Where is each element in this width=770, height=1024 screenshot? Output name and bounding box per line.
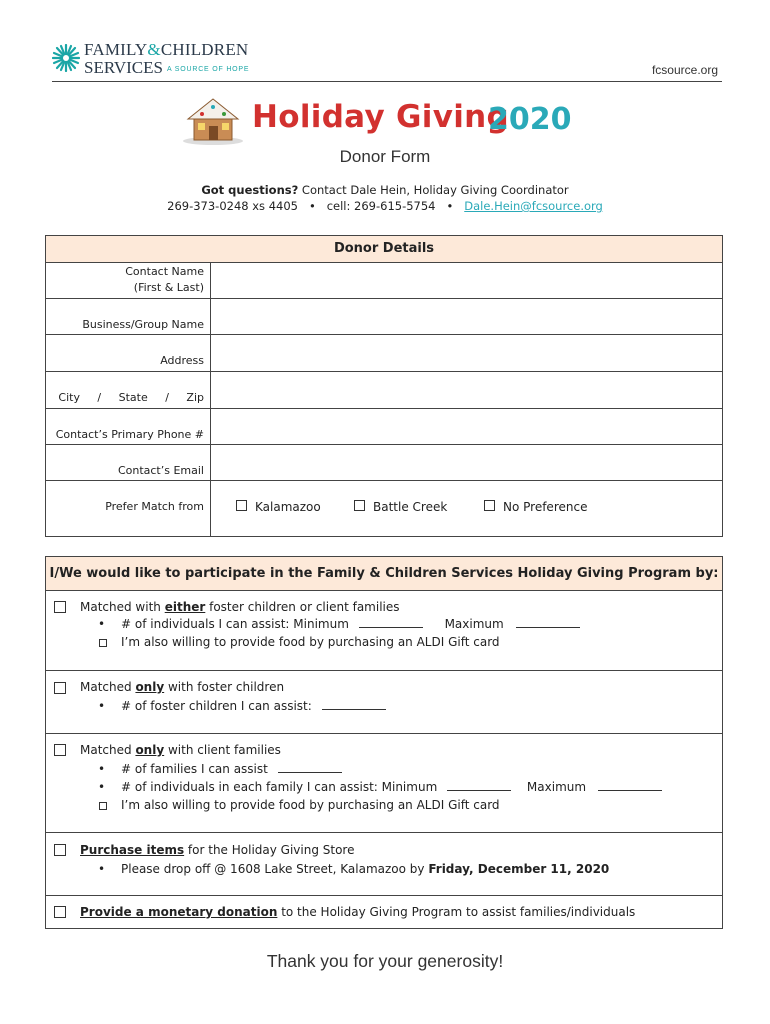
option-families-only-label: Matched only with client families bbox=[80, 743, 281, 757]
pref-no-preference[interactable]: No Preference bbox=[484, 500, 587, 514]
organization-logo bbox=[52, 40, 252, 80]
families-count-blank[interactable] bbox=[278, 771, 342, 773]
foster-count: # of foster children I can assist: bbox=[121, 699, 386, 713]
contact-name-field[interactable] bbox=[212, 262, 722, 298]
donor-details-heading: Donor Details bbox=[46, 236, 722, 263]
families-aldi-label: I’m also willing to provide food by purchasing an ALDI Gift card bbox=[121, 798, 500, 812]
website-url[interactable]: fcsource.org bbox=[651, 63, 718, 77]
logo-text-line1: FAMILY&CHILDREN bbox=[84, 40, 249, 59]
participation-table bbox=[45, 556, 723, 929]
address-label: Address bbox=[160, 354, 204, 367]
row-business-name bbox=[46, 299, 722, 335]
logo-tagline: A SOURCE OF HOPE bbox=[166, 65, 250, 73]
prefer-match-label: Prefer Match from bbox=[105, 500, 204, 513]
contact-line-2: 269-373-0248 xs 4405 • cell: 269-615-5754 • Dale.Hein@fcsource.org bbox=[167, 199, 603, 213]
option-families-only: Matched only with client families • # of families I can assist • # of individuals in each family I can assist: Minimum Maximum I’m also willing to provide food by purchasing an ALDI Gift card bbox=[46, 734, 722, 833]
row-contact-name bbox=[46, 262, 722, 299]
either-aldi-label: I’m also willing to provide food by purchasing an ALDI Gift card bbox=[121, 635, 500, 649]
checkbox-purchase-items[interactable] bbox=[54, 844, 66, 856]
header-divider bbox=[52, 81, 722, 82]
foster-count-blank[interactable] bbox=[322, 708, 386, 710]
drop-off-instructions: Please drop off @ 1608 Lake Street, Kalamazoo by Friday, December 11, 2020 bbox=[121, 862, 610, 876]
phone-number: 269-373-0248 xs 4405 bbox=[167, 199, 298, 213]
option-purchase-items: Purchase items for the Holiday Giving Store • Please drop off @ 1608 Lake Street, Kalamazoo by Friday, December 11, 2020 bbox=[46, 833, 722, 896]
family-maximum-blank[interactable] bbox=[598, 789, 662, 791]
option-either: Matched with either foster children or client families • # of individuals I can assist: Minimum Maximum I’m also willing to provide food by purchasing an ALDI Gift card bbox=[46, 590, 722, 671]
option-monetary-donation-label: Provide a monetary donation to the Holiday Giving Program to assist families/individuals bbox=[80, 905, 636, 919]
row-prefer-match bbox=[46, 481, 722, 537]
families-count: # of families I can assist bbox=[121, 762, 342, 776]
checkbox-families-aldi[interactable] bbox=[99, 802, 107, 810]
either-maximum-blank[interactable] bbox=[516, 626, 580, 628]
business-name-label: Business/Group Name bbox=[82, 318, 204, 331]
email-link[interactable]: Dale.Hein@fcsource.org bbox=[464, 199, 603, 213]
family-minimum-blank[interactable] bbox=[447, 789, 511, 791]
email-label: Contact’s Email bbox=[117, 464, 204, 477]
logo-text-line2: SERVICES A SOURCE OF HOPE bbox=[84, 58, 250, 77]
checkbox-kalamazoo[interactable] bbox=[236, 500, 247, 511]
checkbox-no-preference[interactable] bbox=[484, 500, 495, 511]
either-minimum-blank[interactable] bbox=[359, 626, 423, 628]
family-individuals-range: # of individuals in each family I can assist: Minimum Maximum bbox=[121, 780, 662, 794]
city-state-zip-field[interactable] bbox=[212, 372, 722, 408]
checkbox-foster-only[interactable] bbox=[54, 682, 66, 694]
address-field[interactable] bbox=[212, 335, 722, 371]
option-foster-only-label: Matched only with foster children bbox=[80, 680, 285, 694]
checkbox-monetary-donation[interactable] bbox=[54, 906, 66, 918]
phone-field[interactable] bbox=[212, 409, 722, 444]
checkbox-battle-creek[interactable] bbox=[354, 500, 365, 511]
row-phone bbox=[46, 409, 722, 445]
either-individuals-range: # of individuals I can assist: Minimum Maximum bbox=[121, 617, 580, 631]
business-name-field[interactable] bbox=[212, 299, 722, 334]
pref-battle-creek[interactable]: Battle Creek bbox=[354, 500, 447, 514]
sunburst-logo-icon bbox=[52, 44, 80, 72]
checkbox-either-aldi[interactable] bbox=[99, 639, 107, 647]
banner-title: Holiday Giving bbox=[252, 99, 510, 135]
donor-details-table bbox=[45, 235, 723, 537]
row-address bbox=[46, 335, 722, 372]
thank-you-message: Thank you for your generosity! bbox=[266, 951, 504, 971]
gingerbread-house-icon bbox=[182, 95, 244, 145]
contact-line-1: Got questions? Contact Dale Hein, Holiday Giving Coordinator bbox=[201, 183, 569, 197]
phone-label: Contact’s Primary Phone # bbox=[55, 428, 204, 441]
row-city-state-zip bbox=[46, 372, 722, 409]
checkbox-families-only[interactable] bbox=[54, 744, 66, 756]
option-either-label: Matched with either foster children or client families bbox=[80, 600, 400, 614]
form-title: Donor Form bbox=[339, 147, 431, 166]
email-field[interactable] bbox=[212, 445, 722, 480]
row-email bbox=[46, 445, 722, 481]
option-monetary-donation bbox=[46, 896, 722, 929]
pref-kalamazoo[interactable]: Kalamazoo bbox=[236, 500, 321, 514]
participation-heading: I/We would like to participate in the Family & Children Services Holiday Giving Program by: bbox=[46, 557, 722, 591]
city-state-zip-label: City / State / Zip bbox=[58, 391, 204, 404]
option-purchase-items-label: Purchase items for the Holiday Giving Store bbox=[80, 843, 355, 857]
banner-year: 2020 bbox=[488, 102, 572, 137]
checkbox-matched-either[interactable] bbox=[54, 601, 66, 613]
cell-number: cell: 269-615-5754 bbox=[326, 199, 436, 213]
option-foster-only: Matched only with foster children • # of foster children I can assist: bbox=[46, 671, 722, 734]
contact-name-label: Contact Name (First & Last) bbox=[125, 265, 204, 294]
